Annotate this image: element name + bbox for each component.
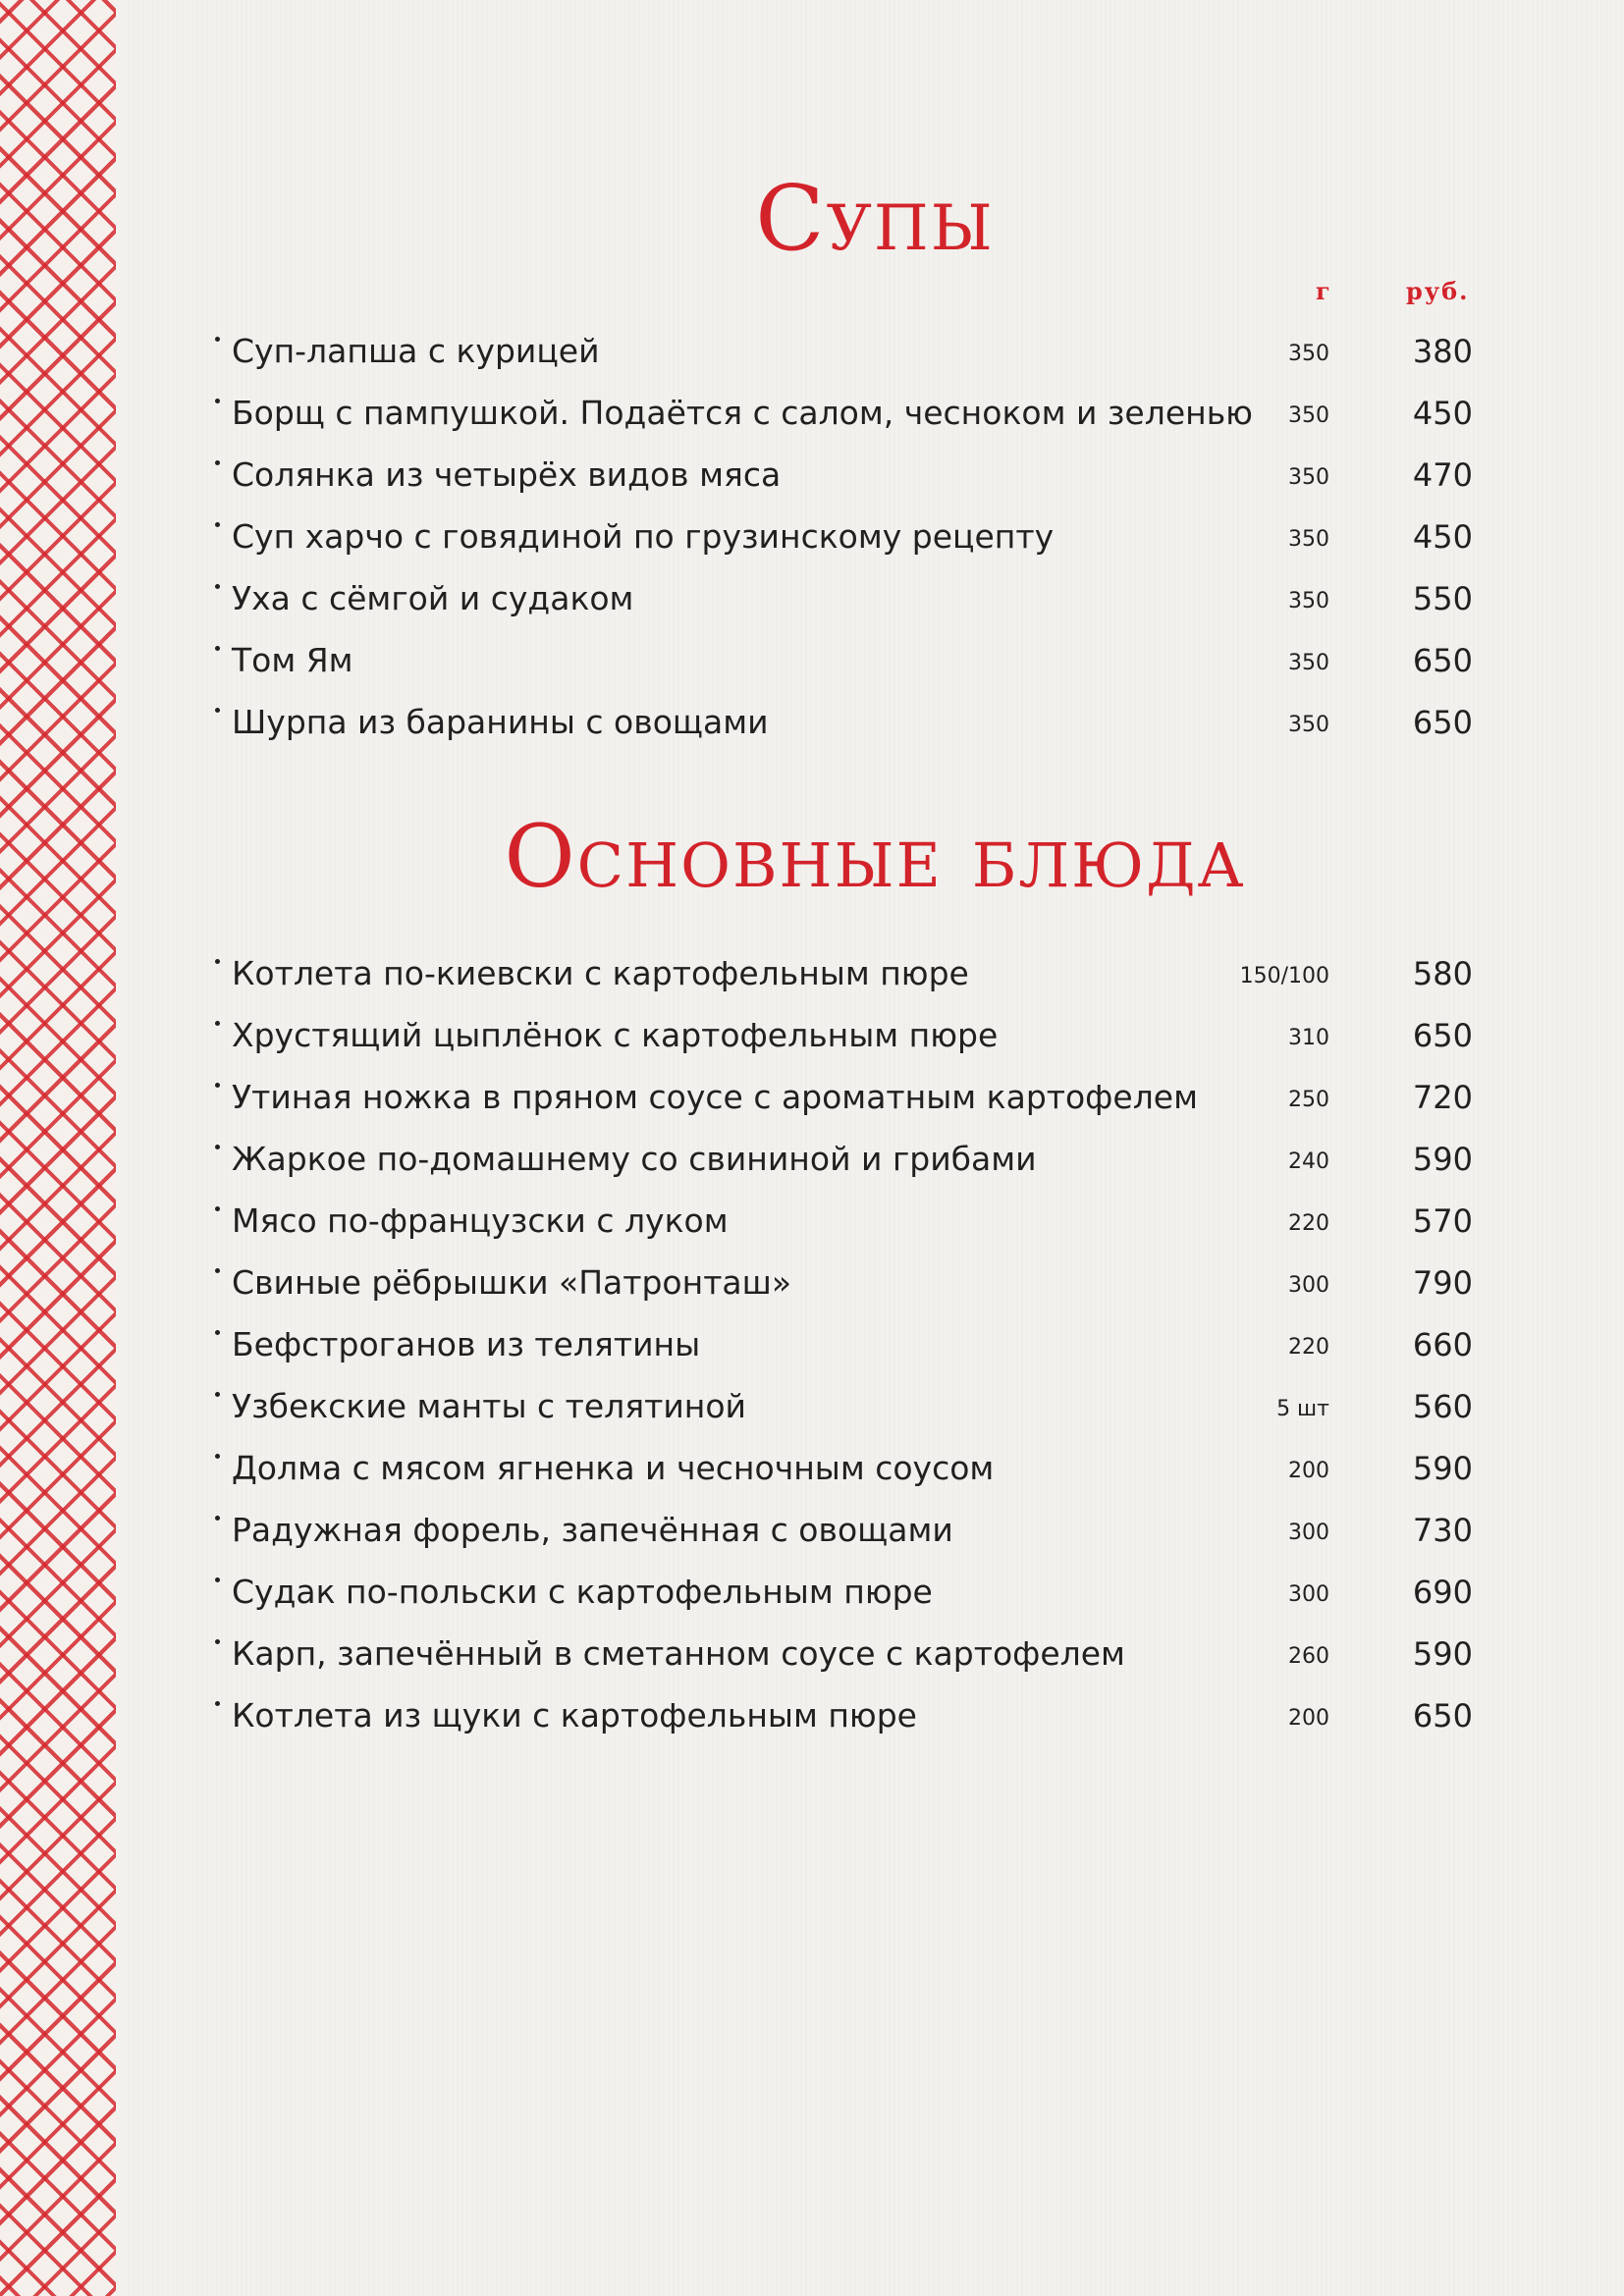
menu-item	[232, 1261, 1473, 1323]
menu-item	[232, 639, 1473, 701]
item-weight: 350	[1288, 342, 1329, 366]
item-weight: 350	[1288, 527, 1329, 552]
item-price: 450	[1412, 518, 1473, 556]
item-name: • Узбекские манты с телятиной	[232, 1387, 747, 1425]
item-weight: 300	[1288, 1521, 1329, 1545]
item-price: 650	[1412, 642, 1473, 679]
main-dishes-title: Основные блюда	[504, 806, 1246, 907]
menu-item	[232, 577, 1473, 639]
item-name: • Солянка из четырёх видов мяса	[232, 455, 782, 494]
item-name: • Утиная ножка в пряном соусе с ароматным картофелем	[232, 1078, 1198, 1116]
menu-item	[232, 392, 1473, 454]
item-weight: 5 шт	[1276, 1397, 1329, 1421]
item-price: 380	[1412, 333, 1473, 370]
item-price: 570	[1412, 1202, 1473, 1240]
item-weight: 250	[1288, 1088, 1329, 1112]
menu-item	[232, 1323, 1473, 1385]
menu-item	[232, 1014, 1473, 1076]
item-weight: 300	[1288, 1582, 1329, 1607]
item-weight: 200	[1288, 1459, 1329, 1483]
item-weight: 220	[1288, 1335, 1329, 1360]
item-name: • Жаркое по-домашнему со свининой и грибами	[232, 1140, 1037, 1178]
soups-list	[232, 330, 1473, 763]
item-name: • Уха с сёмгой и судаком	[232, 579, 634, 617]
menu-item	[232, 1385, 1473, 1447]
item-price: 590	[1412, 1141, 1473, 1178]
item-name: • Судак по-польски с картофельным пюре	[232, 1573, 933, 1611]
item-weight: 260	[1288, 1644, 1329, 1669]
item-price: 650	[1412, 704, 1473, 741]
menu-item	[232, 330, 1473, 392]
item-name: • Мясо по-французски с луком	[232, 1201, 729, 1240]
item-name: • Хрустящий цыплёнок с картофельным пюре	[232, 1016, 999, 1054]
item-name: • Суп харчо с говядиной по грузинскому рецепту	[232, 517, 1055, 556]
soups-title: Супы	[755, 166, 995, 271]
item-name: • Радужная форель, запечённая с овощами	[232, 1511, 953, 1549]
item-price: 650	[1412, 1017, 1473, 1054]
item-price: 690	[1412, 1574, 1473, 1611]
menu-item	[232, 1447, 1473, 1509]
item-name: • Бефстроганов из телятины	[232, 1325, 701, 1363]
menu-item	[232, 1138, 1473, 1200]
item-price: 590	[1412, 1635, 1473, 1673]
item-price: 450	[1412, 395, 1473, 432]
item-name: • Шурпа из баранины с овощами	[232, 703, 769, 741]
menu-item	[232, 1509, 1473, 1571]
item-weight: 150/100	[1239, 964, 1329, 988]
item-price: 730	[1412, 1512, 1473, 1549]
menu-item	[232, 952, 1473, 1014]
item-weight: 200	[1288, 1706, 1329, 1731]
item-price: 560	[1412, 1388, 1473, 1425]
ornament-border	[0, 0, 126, 2296]
item-name: • Суп-лапша с курицей	[232, 332, 600, 370]
item-name: • Котлета из щуки с картофельным пюре	[232, 1696, 917, 1735]
item-name: • Котлета по-киевски с картофельным пюре	[232, 954, 969, 992]
item-price: 580	[1412, 955, 1473, 992]
item-weight: 350	[1288, 465, 1329, 490]
item-name: • Долма с мясом ягненка и чесночным соусом	[232, 1449, 995, 1487]
item-weight: 240	[1288, 1149, 1329, 1174]
item-price: 470	[1412, 456, 1473, 494]
item-name: • Борщ с пампушкой. Подаётся с салом, чесноком и зеленью	[232, 394, 1253, 432]
item-weight: 300	[1288, 1273, 1329, 1298]
item-price: 550	[1412, 580, 1473, 617]
menu-item	[232, 1571, 1473, 1632]
menu-item	[232, 1632, 1473, 1694]
item-price: 660	[1412, 1326, 1473, 1363]
price-column-header: руб.	[1406, 277, 1470, 305]
item-weight: 220	[1288, 1211, 1329, 1236]
item-weight: 350	[1288, 651, 1329, 675]
item-name: • Карп, запечённый в сметанном соусе с картофелем	[232, 1634, 1125, 1673]
main-dishes-list	[232, 952, 1473, 1756]
menu-item	[232, 454, 1473, 515]
menu-item	[232, 515, 1473, 577]
item-weight: 350	[1288, 589, 1329, 614]
menu-item	[232, 701, 1473, 763]
item-weight: 350	[1288, 713, 1329, 737]
menu-item	[232, 1694, 1473, 1756]
menu-item	[232, 1200, 1473, 1261]
item-weight: 350	[1288, 403, 1329, 428]
item-name: • Том Ям	[232, 641, 353, 679]
item-price: 790	[1412, 1264, 1473, 1302]
weight-column-header: г	[1316, 277, 1330, 305]
item-name: • Свиные рёбрышки «Патронташ»	[232, 1263, 792, 1302]
menu-item	[232, 1076, 1473, 1138]
item-price: 720	[1412, 1079, 1473, 1116]
item-price: 590	[1412, 1450, 1473, 1487]
item-price: 650	[1412, 1697, 1473, 1735]
item-weight: 310	[1288, 1026, 1329, 1050]
